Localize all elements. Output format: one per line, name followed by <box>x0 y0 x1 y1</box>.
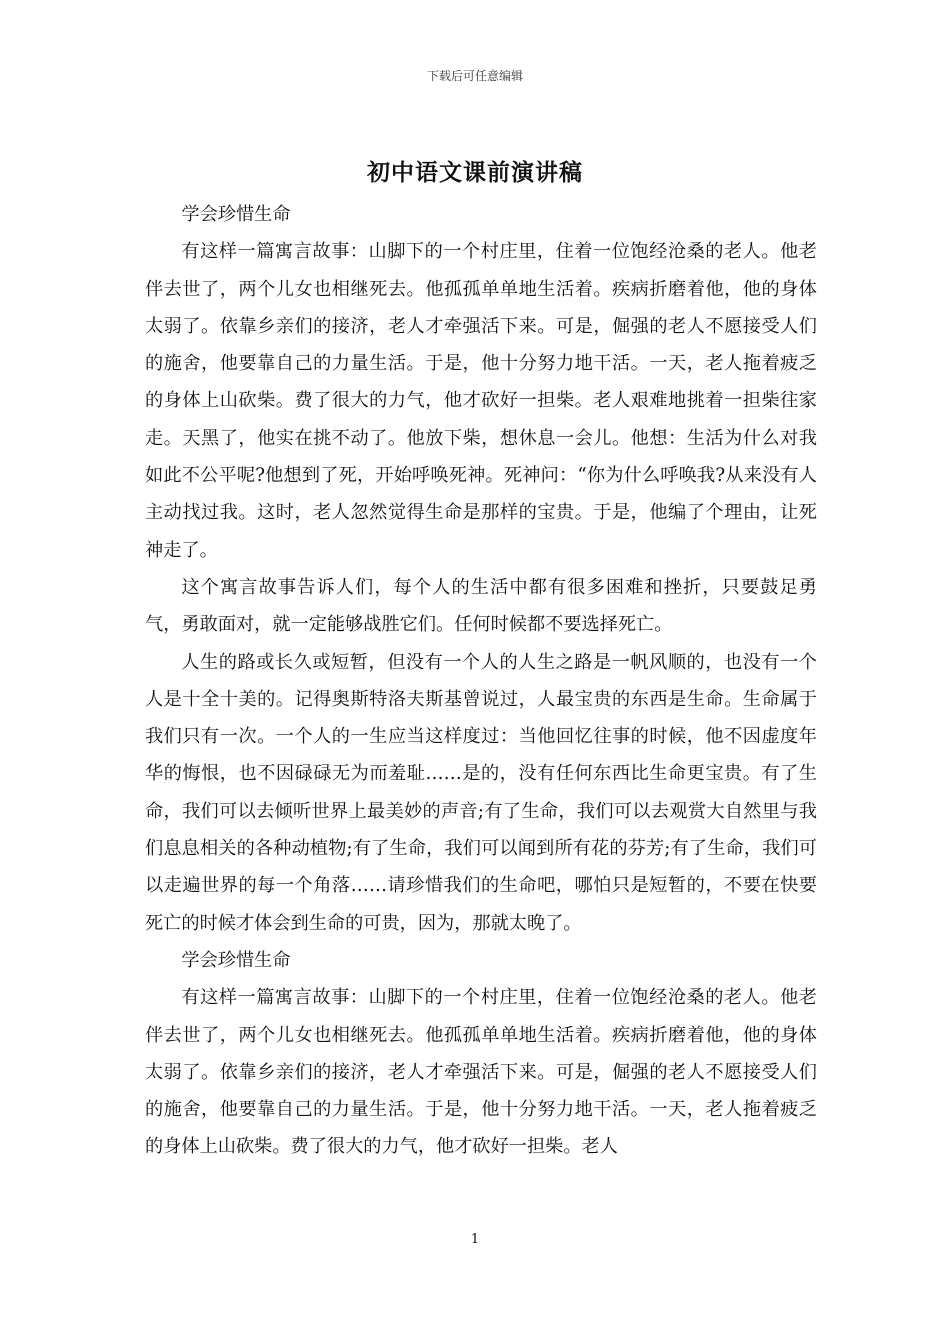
section-heading: 学会珍惜生命 <box>181 204 291 225</box>
paragraph: 有这样一篇寓言故事：山脚下的一个村庄里，住着一位饱经沧桑的老人。他老伴去世了，两个儿女也相继死去。他孤孤单单地生活着。疾病折磨着他，他的身体太弱了。依靠乡亲们的接济，老人才牵强活下来。可是，倔强的老人不愿接受人们的施舍，他要靠自己的力量生活。于是，他十分努力地干活。一天，老人拖着疲乏的身体上山砍柴。费了很大的力气，他才砍好一担柴。老人艰难地挑着一担柴往家走。天黑了，他实在挑不动了。他放下柴，想休息一会儿。他想：生活为什么对我如此不公平呢?他想到了死，开始呼唤死神。死神问：“你为什么呼唤我?从来没有人主动找过我。这时，老人忽然觉得生命是那样的宝贵。于是，他编了个理由，让死神走了。 <box>145 241 817 561</box>
body-text <box>145 196 817 1166</box>
paragraph: 有这样一篇寓言故事：山脚下的一个村庄里，住着一位饱经沧桑的老人。他老伴去世了，两个儿女也相继死去。他孤孤单单地生活着。疾病折磨着他，他的身体太弱了。依靠乡亲们的接济，老人才牵强活下来。可是，倔强的老人不愿接受人们的施舍，他要靠自己的力量生活。于是，他十分努力地干活。一天，老人拖着疲乏的身体上山砍柴。费了很大的力气，他才砍好一担柴。老人 <box>145 987 817 1158</box>
paragraph: 人生的路或长久或短暂，但没有一个人的人生之路是一帆风顺的，也没有一个人是十全十美的。记得奥斯特洛夫斯基曾说过，人最宝贵的东西是生命。生命属于我们只有一次。一个人的一生应当这样度过：当他回忆往事的时候，他不因虚度年华的悔恨，也不因碌碌无为而羞耻……是的，没有任何东西比生命更宝贵。有了生命，我们可以去倾听世界上最美妙的声音;有了生命，我们可以去观赏大自然里与我们息息相关的各种动植物;有了生命，我们可以闻到所有花的芬芳;有了生命，我们可以走遍世界的每一个角落……请珍惜我们的生命吧，哪怕只是短暂的，不要在快要死亡的时候才体会到生命的可贵，因为，那就太晚了。 <box>145 651 817 934</box>
page-number: 1 <box>470 1232 480 1247</box>
section-heading: 学会珍惜生命 <box>181 949 291 971</box>
page-title: 初中语文课前演讲稿 <box>367 159 583 186</box>
paragraph: 这个寓言故事告诉人们，每个人的生活中都有很多困难和挫折，只要鼓足勇气，勇敢面对，就一定能够战胜它们。任何时候都不要选择死亡。 <box>145 576 817 636</box>
header-note: 下载后可任意编辑 <box>426 69 523 83</box>
